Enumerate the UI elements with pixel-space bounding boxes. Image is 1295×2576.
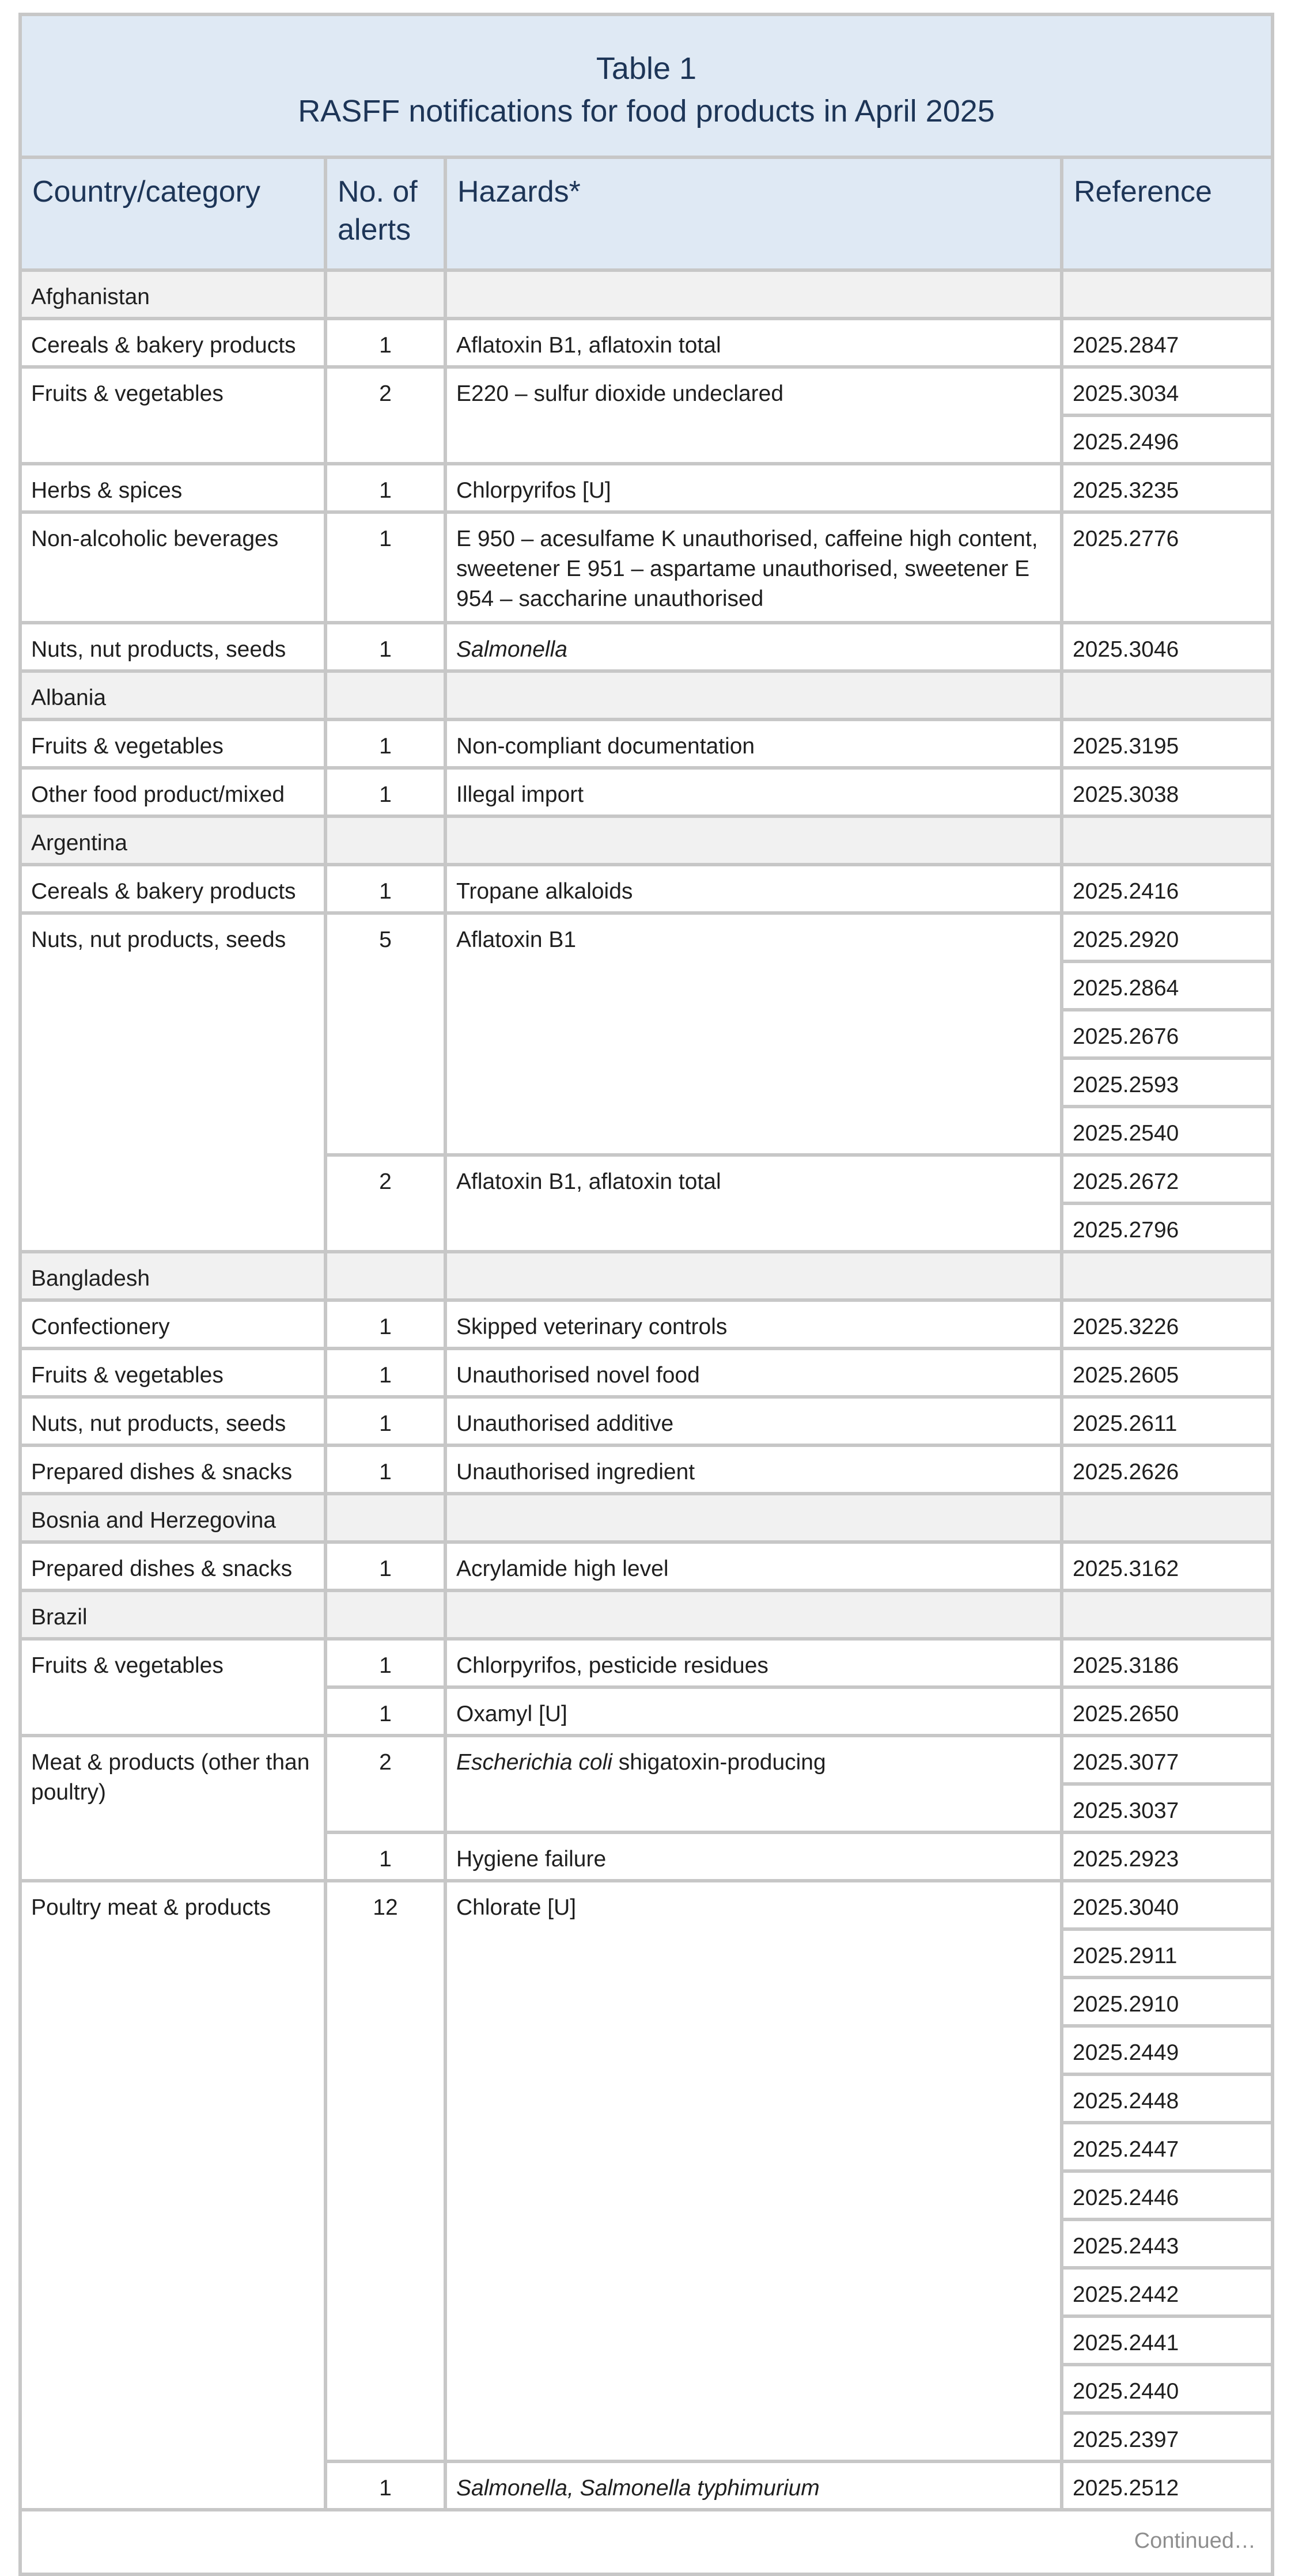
hazard-plain: Chlorpyrifos, pesticide residues: [456, 1653, 768, 1678]
hazard-text: [456, 331, 1051, 361]
hazard-cell: [444, 1540, 1063, 1592]
alerts-count: 1: [379, 1556, 392, 1581]
reference-code: 2025.2449: [1073, 2040, 1179, 2065]
reference-code: 2025.2441: [1073, 2331, 1179, 2355]
hazard-plain: Skipped veterinary controls: [456, 1314, 728, 1339]
reference-cell: [1060, 1395, 1274, 1447]
reference-code: 2025.2540: [1073, 1121, 1179, 1146]
alerts-count: 5: [379, 927, 392, 952]
alerts-cell: [324, 1395, 447, 1447]
hazard-text: [456, 780, 1051, 810]
country-row-blank: [324, 1589, 447, 1641]
header-reference-label: Reference: [1074, 175, 1212, 209]
hazard-cell: [444, 365, 1063, 465]
hazard-cell: [444, 766, 1063, 818]
alerts-count: 2: [379, 1169, 392, 1194]
hazard-text: [456, 379, 1051, 409]
table-title: RASFF notifications for food products in April 2025: [298, 94, 995, 128]
hazard-cell: [444, 1685, 1063, 1737]
alerts-count: 2: [379, 381, 392, 406]
hazard-text: [456, 1651, 1051, 1681]
alerts-cell: [324, 766, 447, 818]
category-name: Fruits & vegetables: [31, 1653, 224, 1678]
category-name: Fruits & vegetables: [31, 381, 224, 406]
reference-code: 2025.3226: [1073, 1314, 1179, 1339]
header-no-of-alerts: [324, 156, 447, 272]
reference-cell: [1060, 1444, 1274, 1495]
hazard-cell: [444, 621, 1063, 673]
category-name: Prepared dishes & snacks: [31, 1460, 293, 1484]
reference-cell: [1060, 1685, 1274, 1737]
reference-cell: [1060, 1153, 1274, 1205]
country-name: Argentina: [31, 831, 127, 855]
category-cell: [18, 718, 327, 770]
reference-code: 2025.2676: [1073, 1024, 1179, 1049]
hazard-plain: Acrylamide high level: [456, 1556, 669, 1581]
hazard-text: [456, 1457, 1051, 1487]
table-title-block: [18, 13, 1274, 159]
alerts-count: 1: [379, 1653, 392, 1678]
reference-cell: [1060, 1734, 1274, 1786]
alerts-cell: [324, 718, 447, 770]
hazard-cell: [444, 718, 1063, 770]
category-cell: [18, 1298, 327, 1350]
reference-code: 2025.2776: [1073, 526, 1179, 551]
alerts-cell: [324, 911, 447, 1157]
country-row-blank: [444, 1589, 1063, 1641]
reference-cell: [1060, 2411, 1274, 2463]
header-reference: [1060, 156, 1274, 272]
category-name: Confectionery: [31, 1314, 170, 1339]
hazard-text: [456, 1893, 1051, 1923]
category-name: Cereals & bakery products: [31, 879, 296, 904]
hazard-italic: Salmonella: [456, 637, 567, 662]
reference-cell: [1060, 911, 1274, 963]
reference-cell: [1060, 2169, 1274, 2221]
reference-cell: [1060, 2024, 1274, 2076]
alerts-count: 1: [379, 879, 392, 904]
hazard-cell: [444, 911, 1063, 1157]
category-name: Meat & products (other than poultry): [31, 1750, 310, 1805]
hazard-plain: Chlorate [U]: [456, 1895, 577, 1920]
reference-code: 2025.2911: [1073, 1944, 1177, 1968]
table-footer: [18, 2508, 1274, 2576]
alerts-cell: [324, 1153, 447, 1253]
reference-cell: [1060, 2073, 1274, 2124]
reference-code: 2025.2864: [1073, 976, 1179, 1001]
category-name: Fruits & vegetables: [31, 734, 224, 759]
hazard-cell: [444, 510, 1063, 624]
hazard-cell: [444, 317, 1063, 369]
hazard-cell: [444, 1831, 1063, 1882]
reference-cell: [1060, 1782, 1274, 1834]
category-name: Nuts, nut products, seeds: [31, 1411, 286, 1436]
reference-code: 2025.2416: [1073, 879, 1179, 904]
country-row: [18, 669, 327, 721]
hazard-text: [456, 1554, 1051, 1584]
alerts-cell: [324, 1879, 447, 2463]
hazard-text: [456, 1312, 1051, 1342]
country-row-blank: [444, 815, 1063, 866]
reference-code: 2025.3040: [1073, 1895, 1179, 1920]
header-country-category-label: Country/category: [32, 175, 260, 209]
hazard-plain: Illegal import: [456, 782, 584, 807]
reference-code: 2025.2442: [1073, 2282, 1179, 2307]
alerts-count: 1: [379, 782, 392, 807]
country-row-blank: [324, 815, 447, 866]
country-row-blank: [444, 669, 1063, 721]
hazard-text: [456, 877, 1051, 907]
reference-cell: [1060, 1298, 1274, 1350]
hazard-text: [456, 524, 1051, 614]
category-name: Non-alcoholic beverages: [31, 526, 279, 551]
hazard-italic: Escherichia coli: [456, 1750, 612, 1775]
reference-cell: [1060, 1927, 1274, 1979]
alerts-cell: [324, 1444, 447, 1495]
hazard-cell: [444, 1298, 1063, 1350]
hazard-text: [456, 732, 1051, 762]
reference-code: 2025.2605: [1073, 1363, 1179, 1388]
alerts-cell: [324, 1831, 447, 1882]
alerts-cell: [324, 317, 447, 369]
alerts-count: 1: [379, 1847, 392, 1872]
country-name: Albania: [31, 685, 107, 710]
alerts-count: 1: [379, 1411, 392, 1436]
header-no-of-alerts-label: No. of alerts: [338, 175, 418, 247]
reference-cell: [1060, 1540, 1274, 1592]
header-country-category: [18, 156, 327, 272]
reference-code: 2025.2910: [1073, 1992, 1179, 2017]
hazard-plain: Aflatoxin B1, aflatoxin total: [456, 1169, 721, 1194]
reference-cell: [1060, 510, 1274, 624]
hazard-plain: Unauthorised novel food: [456, 1363, 700, 1388]
category-cell: [18, 1444, 327, 1495]
hazard-text: [456, 1361, 1051, 1391]
country-row-blank: [1060, 1250, 1274, 1302]
country-row-blank: [324, 268, 447, 320]
reference-cell: [1060, 2363, 1274, 2415]
alerts-count: 1: [379, 1363, 392, 1388]
category-cell: [18, 1347, 327, 1399]
reference-cell: [1060, 462, 1274, 514]
header-hazards: [444, 156, 1063, 272]
alerts-cell: [324, 365, 447, 465]
country-row-blank: [444, 268, 1063, 320]
reference-code: 2025.2446: [1073, 2185, 1179, 2210]
country-row: [18, 268, 327, 320]
alerts-cell: [324, 1347, 447, 1399]
alerts-count: 1: [379, 1314, 392, 1339]
hazard-plain: Oxamyl [U]: [456, 1702, 567, 1726]
reference-cell: [1060, 1879, 1274, 1931]
hazard-plain: Hygiene failure: [456, 1847, 607, 1872]
category-cell: [18, 1879, 327, 2511]
country-name: Bangladesh: [31, 1266, 150, 1291]
country-row: [18, 1589, 327, 1641]
hazard-cell: [444, 863, 1063, 915]
alerts-count: 2: [379, 1750, 392, 1775]
hazard-plain: E 950 – acesulfame K unauthorised, caffeine high content, sweetener E 951 – aspartame unauthorised, sweetener E 954 – saccharine unauthorised: [456, 526, 1038, 611]
reference-cell: [1060, 621, 1274, 673]
alerts-count: 1: [379, 333, 392, 358]
reference-cell: [1060, 317, 1274, 369]
reference-code: 2025.2626: [1073, 1460, 1179, 1484]
header-hazards-label: Hazards*: [457, 175, 581, 209]
alerts-count: 1: [379, 637, 392, 662]
category-cell: [18, 766, 327, 818]
hazard-cell: [444, 2460, 1063, 2511]
reference-cell: [1060, 2266, 1274, 2318]
country-row: [18, 1492, 327, 1544]
hazard-text: [456, 1409, 1051, 1439]
hazard-plain: Tropane alkaloids: [456, 879, 633, 904]
hazard-text: [456, 1748, 1051, 1778]
reference-code: 2025.2496: [1073, 430, 1179, 454]
country-row-blank: [1060, 1589, 1274, 1641]
category-cell: [18, 863, 327, 915]
reference-cell: [1060, 863, 1274, 915]
country-row-blank: [1060, 815, 1274, 866]
hazard-cell: [444, 1879, 1063, 2463]
reference-cell: [1060, 1831, 1274, 1882]
hazard-italic: Salmonella, Salmonella typhimurium: [456, 2476, 820, 2501]
country-row-blank: [444, 1250, 1063, 1302]
hazard-cell: [444, 1347, 1063, 1399]
category-cell: [18, 1395, 327, 1447]
reference-code: 2025.2672: [1073, 1169, 1179, 1194]
alerts-cell: [324, 863, 447, 915]
category-cell: [18, 462, 327, 514]
hazard-plain: Non-compliant documentation: [456, 734, 755, 759]
country-row-blank: [1060, 268, 1274, 320]
reference-cell: [1060, 2314, 1274, 2366]
reference-cell: [1060, 2460, 1274, 2511]
reference-code: 2025.2923: [1073, 1847, 1179, 1872]
category-name: Prepared dishes & snacks: [31, 1556, 293, 1581]
alerts-count: 1: [379, 1460, 392, 1484]
reference-code: 2025.2447: [1073, 2137, 1179, 2162]
reference-cell: [1060, 2121, 1274, 2173]
reference-code: 2025.3077: [1073, 1750, 1179, 1775]
alerts-cell: [324, 2460, 447, 2511]
country-row-blank: [324, 1250, 447, 1302]
hazard-plain: Unauthorised ingredient: [456, 1460, 695, 1484]
hazard-plain: E220 – sulfur dioxide undeclared: [456, 381, 784, 406]
reference-cell: [1060, 1637, 1274, 1689]
reference-cell: [1060, 1056, 1274, 1108]
reference-code: 2025.3162: [1073, 1556, 1179, 1581]
reference-code: 2025.2397: [1073, 2427, 1179, 2452]
category-name: Poultry meat & products: [31, 1895, 271, 1920]
table-number: Table 1: [596, 51, 697, 86]
hazard-text: [456, 2473, 1051, 2503]
reference-code: 2025.3046: [1073, 637, 1179, 662]
category-cell: [18, 1540, 327, 1592]
category-name: Nuts, nut products, seeds: [31, 637, 286, 662]
reference-code: 2025.2512: [1073, 2476, 1179, 2501]
reference-code: 2025.3037: [1073, 1798, 1179, 1823]
reference-code: 2025.2440: [1073, 2379, 1179, 2404]
country-name: Bosnia and Herzegovina: [31, 1508, 276, 1533]
country-row: [18, 815, 327, 866]
reference-code: 2025.2448: [1073, 2089, 1179, 2113]
alerts-cell: [324, 621, 447, 673]
alerts-count: 1: [379, 526, 392, 551]
category-name: Fruits & vegetables: [31, 1363, 224, 1388]
alerts-count: 1: [379, 2476, 392, 2501]
hazard-plain: Unauthorised additive: [456, 1411, 674, 1436]
hazard-text: [456, 1699, 1051, 1729]
hazard-plain: Aflatoxin B1, aflatoxin total: [456, 333, 721, 358]
reference-cell: [1060, 1008, 1274, 1060]
category-cell: [18, 911, 327, 1253]
reference-cell: [1060, 960, 1274, 1012]
country-row-blank: [324, 1492, 447, 1544]
reference-code: 2025.2650: [1073, 1702, 1179, 1726]
hazard-text: [456, 476, 1051, 506]
reference-cell: [1060, 1202, 1274, 1253]
reference-code: 2025.2920: [1073, 927, 1179, 952]
country-row-blank: [1060, 669, 1274, 721]
reference-code: 2025.2611: [1073, 1411, 1177, 1436]
category-name: Cereals & bakery products: [31, 333, 296, 358]
category-cell: [18, 365, 327, 465]
reference-code: 2025.3034: [1073, 381, 1179, 406]
hazard-plain: shigatoxin-producing: [612, 1750, 826, 1775]
hazard-cell: [444, 1395, 1063, 1447]
alerts-cell: [324, 1637, 447, 1689]
alerts-count: 1: [379, 478, 392, 503]
reference-code: 2025.2796: [1073, 1218, 1179, 1242]
reference-cell: [1060, 365, 1274, 417]
reference-code: 2025.2443: [1073, 2234, 1179, 2259]
continued-note: Continued…: [1134, 2529, 1256, 2553]
category-cell: [18, 1637, 327, 1737]
reference-cell: [1060, 1347, 1274, 1399]
alerts-count: 1: [379, 1702, 392, 1726]
category-name: Other food product/mixed: [31, 782, 285, 807]
reference-cell: [1060, 2218, 1274, 2270]
hazard-text: [456, 1844, 1051, 1874]
category-name: Herbs & spices: [31, 478, 183, 503]
country-row-blank: [324, 669, 447, 721]
hazard-cell: [444, 462, 1063, 514]
alerts-cell: [324, 462, 447, 514]
alerts-cell: [324, 1734, 447, 1834]
hazard-plain: Chlorpyrifos [U]: [456, 478, 611, 503]
country-name: Afghanistan: [31, 285, 150, 309]
hazard-text: [456, 925, 1051, 955]
country-row-blank: [1060, 1492, 1274, 1544]
hazard-cell: [444, 1444, 1063, 1495]
country-name: Brazil: [31, 1605, 88, 1630]
hazard-text: [456, 635, 1051, 665]
alerts-count: 12: [373, 1895, 398, 1920]
reference-cell: [1060, 414, 1274, 465]
hazard-cell: [444, 1153, 1063, 1253]
category-cell: [18, 510, 327, 624]
country-row: [18, 1250, 327, 1302]
reference-cell: [1060, 1976, 1274, 2028]
reference-code: 2025.3195: [1073, 734, 1179, 759]
alerts-cell: [324, 1540, 447, 1592]
reference-code: 2025.3186: [1073, 1653, 1179, 1678]
hazard-text: [456, 1167, 1051, 1197]
reference-cell: [1060, 718, 1274, 770]
reference-cell: [1060, 1105, 1274, 1157]
alerts-cell: [324, 1685, 447, 1737]
category-name: Nuts, nut products, seeds: [31, 927, 286, 952]
reference-cell: [1060, 766, 1274, 818]
alerts-cell: [324, 510, 447, 624]
hazard-cell: [444, 1637, 1063, 1689]
category-cell: [18, 1734, 327, 1882]
reference-code: 2025.2593: [1073, 1073, 1179, 1097]
hazard-cell: [444, 1734, 1063, 1834]
reference-code: 2025.3038: [1073, 782, 1179, 807]
alerts-cell: [324, 1298, 447, 1350]
country-row-blank: [444, 1492, 1063, 1544]
reference-code: 2025.2847: [1073, 333, 1179, 358]
category-cell: [18, 621, 327, 673]
hazard-plain: Aflatoxin B1: [456, 927, 577, 952]
category-cell: [18, 317, 327, 369]
alerts-count: 1: [379, 734, 392, 759]
reference-code: 2025.3235: [1073, 478, 1179, 503]
